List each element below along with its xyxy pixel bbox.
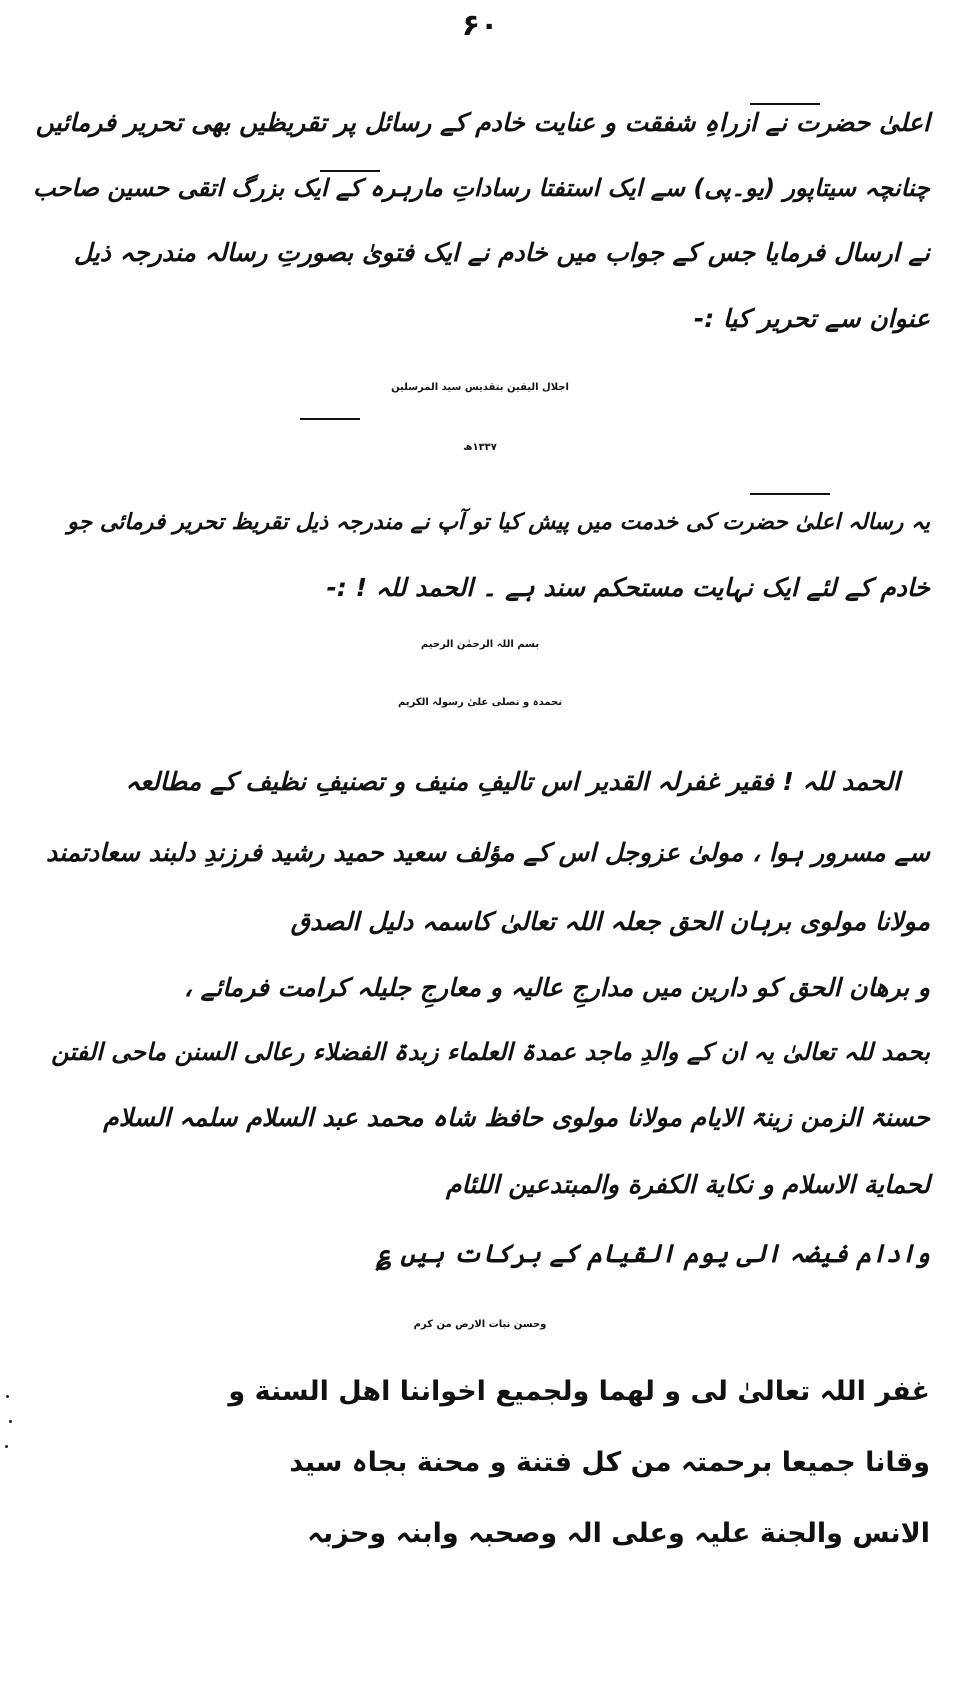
closing-line: غفر اللہ تعالیٰ لی و لهما ولجمیع اخواننا اهل السنة و <box>228 1376 930 1407</box>
taqriz-line: بحمد للہ تعالیٰ یہ ان کے والدِ ماجد عمدۃ العلماء زبدۃ الفضلاء رعالی السنن ماحی الفتن <box>51 1038 930 1066</box>
honorific-overline <box>750 493 830 495</box>
page-number: ۶۰ <box>461 8 499 43</box>
honorific-overline <box>750 103 820 105</box>
taqriz-line: سے مسرور ہوا ، مولیٰ عزوجل اس کے مؤلف سعید حمید رشید فرزندِ دلبند سعادتمند <box>45 838 930 867</box>
taqriz-line: وادام فیضہ الی یوم القیام کے برکات ہیں ؏ <box>376 1239 930 1268</box>
scan-speck <box>6 1395 9 1398</box>
verse: وحسن نبات الارض من کرم <box>413 1319 547 1330</box>
taqriz-line: حسنۃ الزمن زینۃ الایام مولانا مولوی حافظ شاہ محمد عبد السلام سلمہ السلام <box>103 1103 930 1132</box>
closing-line: وقانا جمیعا برحمتہ من کل فتنة و محنة بجاہ سید <box>289 1447 930 1478</box>
presentation-line: خادم کے لئے ایک نہایت مستحکم سند ہے ۔ الحمد للہ ! :- <box>326 573 930 602</box>
taqriz-line: لحمایة الاسلام و نکایة الکفرة والمبتدعین اللئام <box>446 1170 930 1199</box>
intro-line: چنانچہ سیتاپور (یو۔پی) سے ایک استفتا رساداتِ مارہرہ کے ایک بزرگ اتقی حسین صاحب <box>32 174 930 202</box>
scan-speck <box>9 1420 12 1423</box>
taqriz-line: مولانا مولوی برہان الحق جعلہ اللہ تعالیٰ کاسمہ دلیل الصدق <box>290 907 930 936</box>
salutation: نحمدہ و نصلی علیٰ رسولہ الکریم <box>397 697 563 708</box>
basmala: بسم اللہ الرحمٰن الرحیم <box>420 639 540 650</box>
intro-line: اعلیٰ حضرت نے ازراہِ شفقت و عنایت خادم کے رسائل پر تقریظیں بھی تحریر فرمائیں <box>35 108 930 137</box>
taqriz-line: و برهان الحق کو دارین میں مدارجِ عالیہ و معارجِ جلیلہ کرامت فرمائے ، <box>183 973 930 1002</box>
treatise-title: اجلال الیقین بتقدیس سید المرسلین <box>391 382 569 393</box>
intro-line: نے ارسال فرمایا جس کے جواب میں خادم نے ایک فتویٰ بصورتِ رسالہ مندرجہ ذیل <box>73 238 930 267</box>
honorific-overline <box>300 418 360 420</box>
intro-line: عنوان سے تحریر کیا :- <box>693 304 930 333</box>
taqriz-line: الحمد للہ ! فقیر غفرلہ القدیر اس تالیفِ منیف و تصنیفِ نظیف کے مطالعہ <box>125 767 900 796</box>
presentation-line: یہ رسالہ اعلیٰ حضرت کی خدمت میں پیش کیا تو آپ نے مندرجہ ذیل تقریظ تحریر فرمائی جو <box>67 510 930 535</box>
scan-speck <box>5 1445 8 1448</box>
treatise-year: ۱۳۳۷ھ <box>463 442 497 453</box>
honorific-overline <box>320 170 380 172</box>
closing-line: الانس والجنة علیہ وعلی الہ وصحبہ وابنہ وحزبہ <box>307 1518 930 1549</box>
